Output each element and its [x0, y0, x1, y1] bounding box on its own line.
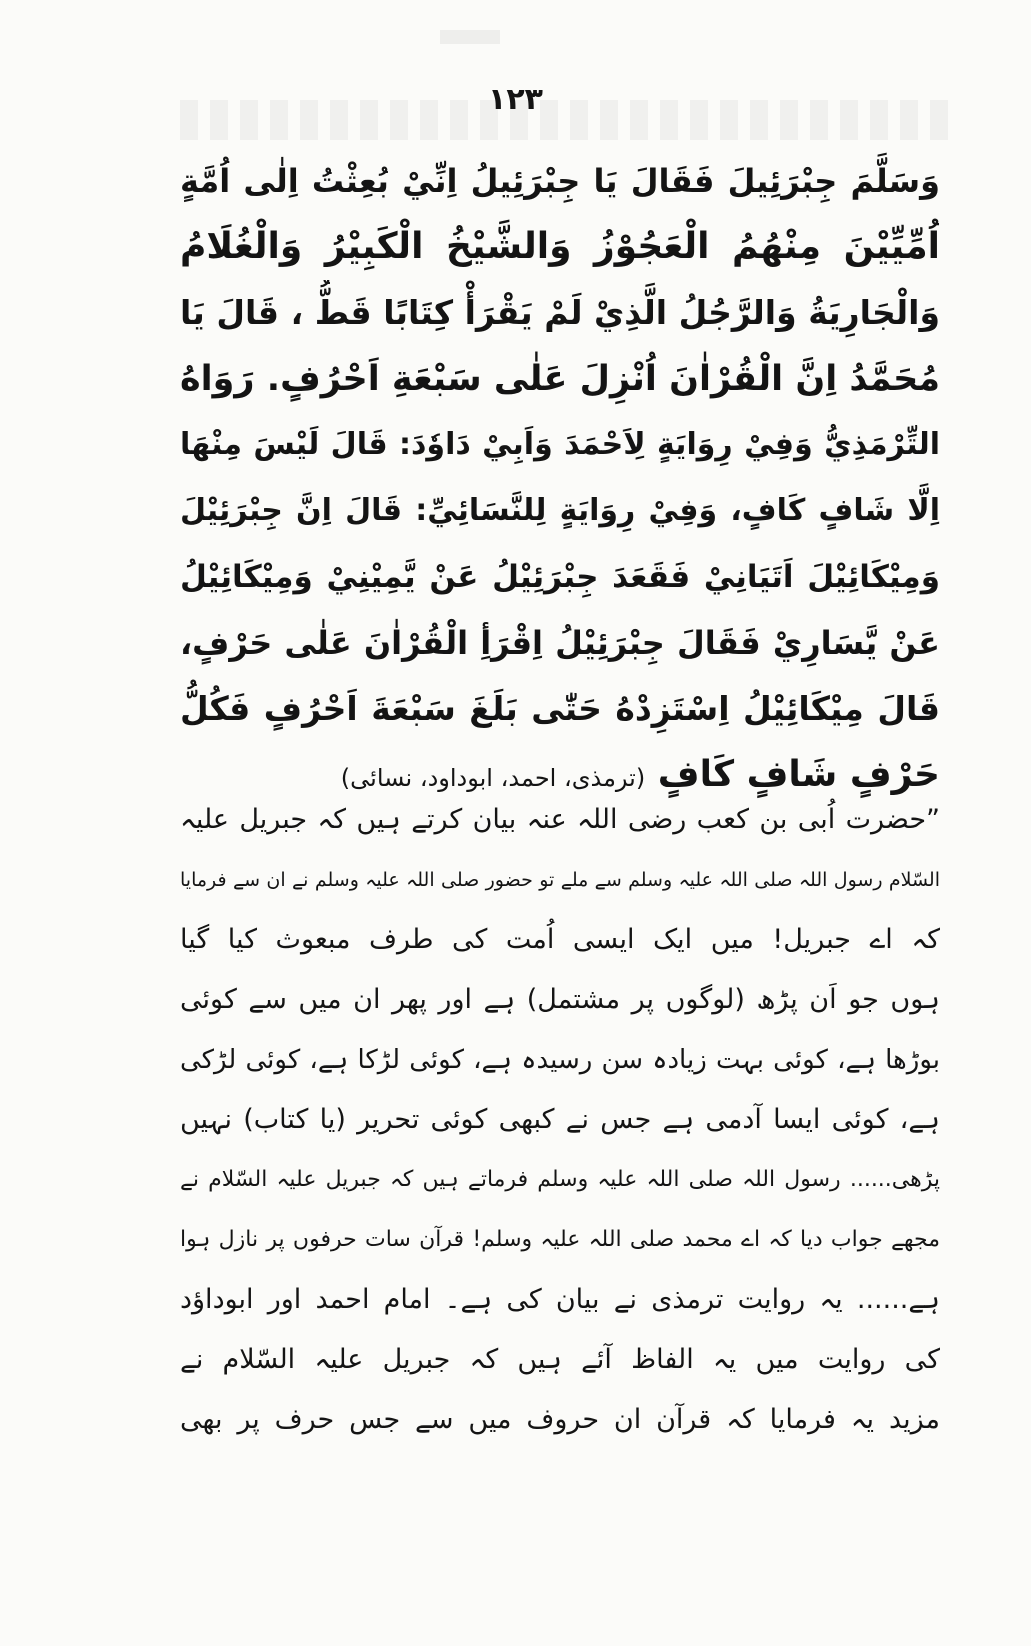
urdu-line: ”حضرت اُبی بن کعب رضی اللہ عنہ بیان کرتے ہیں کہ جبریل علیہ	[180, 804, 940, 835]
urdu-line: ہوں جو اَن پڑھ (لوگوں پر مشتمل) ہے اور پھر ان میں سے کوئی	[180, 984, 940, 1015]
arabic-line: مُحَمَّدُ اِنَّ الْقُرْاٰنَ اُنْزِلَ عَلٰى سَبْعَةِ اَحْرُفٍ. رَوَاهُ	[180, 359, 940, 399]
urdu-line: ہے...... یہ روایت ترمذی نے بیان کی ہے۔ امام احمد اور ابوداؤد	[180, 1284, 940, 1315]
arabic-line: وَالْجَارِيَةُ وَالرَّجُلُ الَّذِيْ لَمْ يَقْرَأْ كِتَابًا قَطُّ ، قَالَ يَا	[180, 293, 940, 332]
arabic-line: عَنْ يَّسَارِيْ فَقَالَ جِبْرَئِيْلُ اِقْرَأِ الْقُرْاٰنَ عَلٰى حَرْفٍ،	[180, 624, 940, 662]
hadith-reference: (ترمذی، احمد، ابوداود، نسائی)	[340, 764, 646, 792]
arabic-line: اُمِّيِّيْنَ مِنْهُمُ الْعَجُوْزُ وَالشَّيْخُ الْكَبِيْرُ وَالْغُلَامُ	[180, 226, 940, 267]
urdu-line: ہے، کوئی ایسا آدمی ہے جس نے کبھی کوئی تحریر (یا کتاب) نہیں	[180, 1104, 940, 1135]
urdu-translation-text	[180, 790, 940, 1450]
urdu-line: مجھے جواب دیا کہ اے محمد صلی اللہ علیہ وسلم! قرآن سات حرفوں پر نازل ہوا	[180, 1227, 940, 1252]
urdu-line: کی روایت میں یہ الفاظ آئے ہیں کہ جبریل علیہ السّلام نے	[180, 1344, 940, 1375]
arabic-line: قَالَ مِيْكَائِيْلُ اِسْتَزِدْهُ حَتّٰى بَلَغَ سَبْعَةَ اَحْرُفٍ فَكُلُّ	[180, 689, 940, 728]
urdu-line: السّلام رسول اللہ صلی اللہ علیہ وسلم سے ملے تو حضور صلی اللہ علیہ وسلم نے ان سے فرمایا	[180, 869, 940, 891]
arabic-line: حَرْفٍ شَافٍ كَافٍ	[657, 754, 940, 795]
bleed-through-mark	[440, 30, 500, 44]
urdu-line: مزید یہ فرمایا کہ قرآن ان حروف میں سے جس حرف پر بھی	[180, 1404, 940, 1435]
urdu-line: بوڑھا ہے، کوئی بہت زیادہ سن رسیدہ ہے، کوئی لڑکا ہے، کوئی لڑکی	[180, 1045, 940, 1075]
arabic-line: وَمِيْكَائِيْلَ اَتَيَانِيْ فَقَعَدَ جِبْرَئِيْلُ عَنْ يَّمِيْنِيْ وَمِيْكَائِيْلُ	[180, 559, 940, 595]
arabic-line: التِّرْمَذِيُّ وَفِيْ رِوَايَةٍ لِاَحْمَدَ وَاَبِيْ دَاوٗدَ: قَالَ لَيْسَ مِنْهَا	[180, 427, 940, 462]
urdu-line: کہ اے جبریل! میں ایک ایسی اُمت کی طرف مبعوث کیا گیا	[180, 924, 940, 955]
arabic-hadith-text	[180, 148, 940, 808]
arabic-line: وَسَلَّمَ جِبْرَئِيلَ فَقَالَ يَا جِبْرَئِيلُ اِنِّيْ بُعِثْتُ اِلٰى اُمَّةٍ	[180, 162, 940, 200]
urdu-line: پڑھی...... رسول اللہ صلی اللہ علیہ وسلم فرماتے ہیں کہ جبریل علیہ السّلام نے	[180, 1167, 940, 1192]
arabic-line: اِلَّا شَافٍ كَافٍ، وَفِيْ رِوَايَةٍ لِلنَّسَائِيِّ: قَالَ اِنَّ جِبْرَئِيْلَ	[180, 493, 940, 528]
page-number: ۱۲۳	[488, 82, 543, 117]
